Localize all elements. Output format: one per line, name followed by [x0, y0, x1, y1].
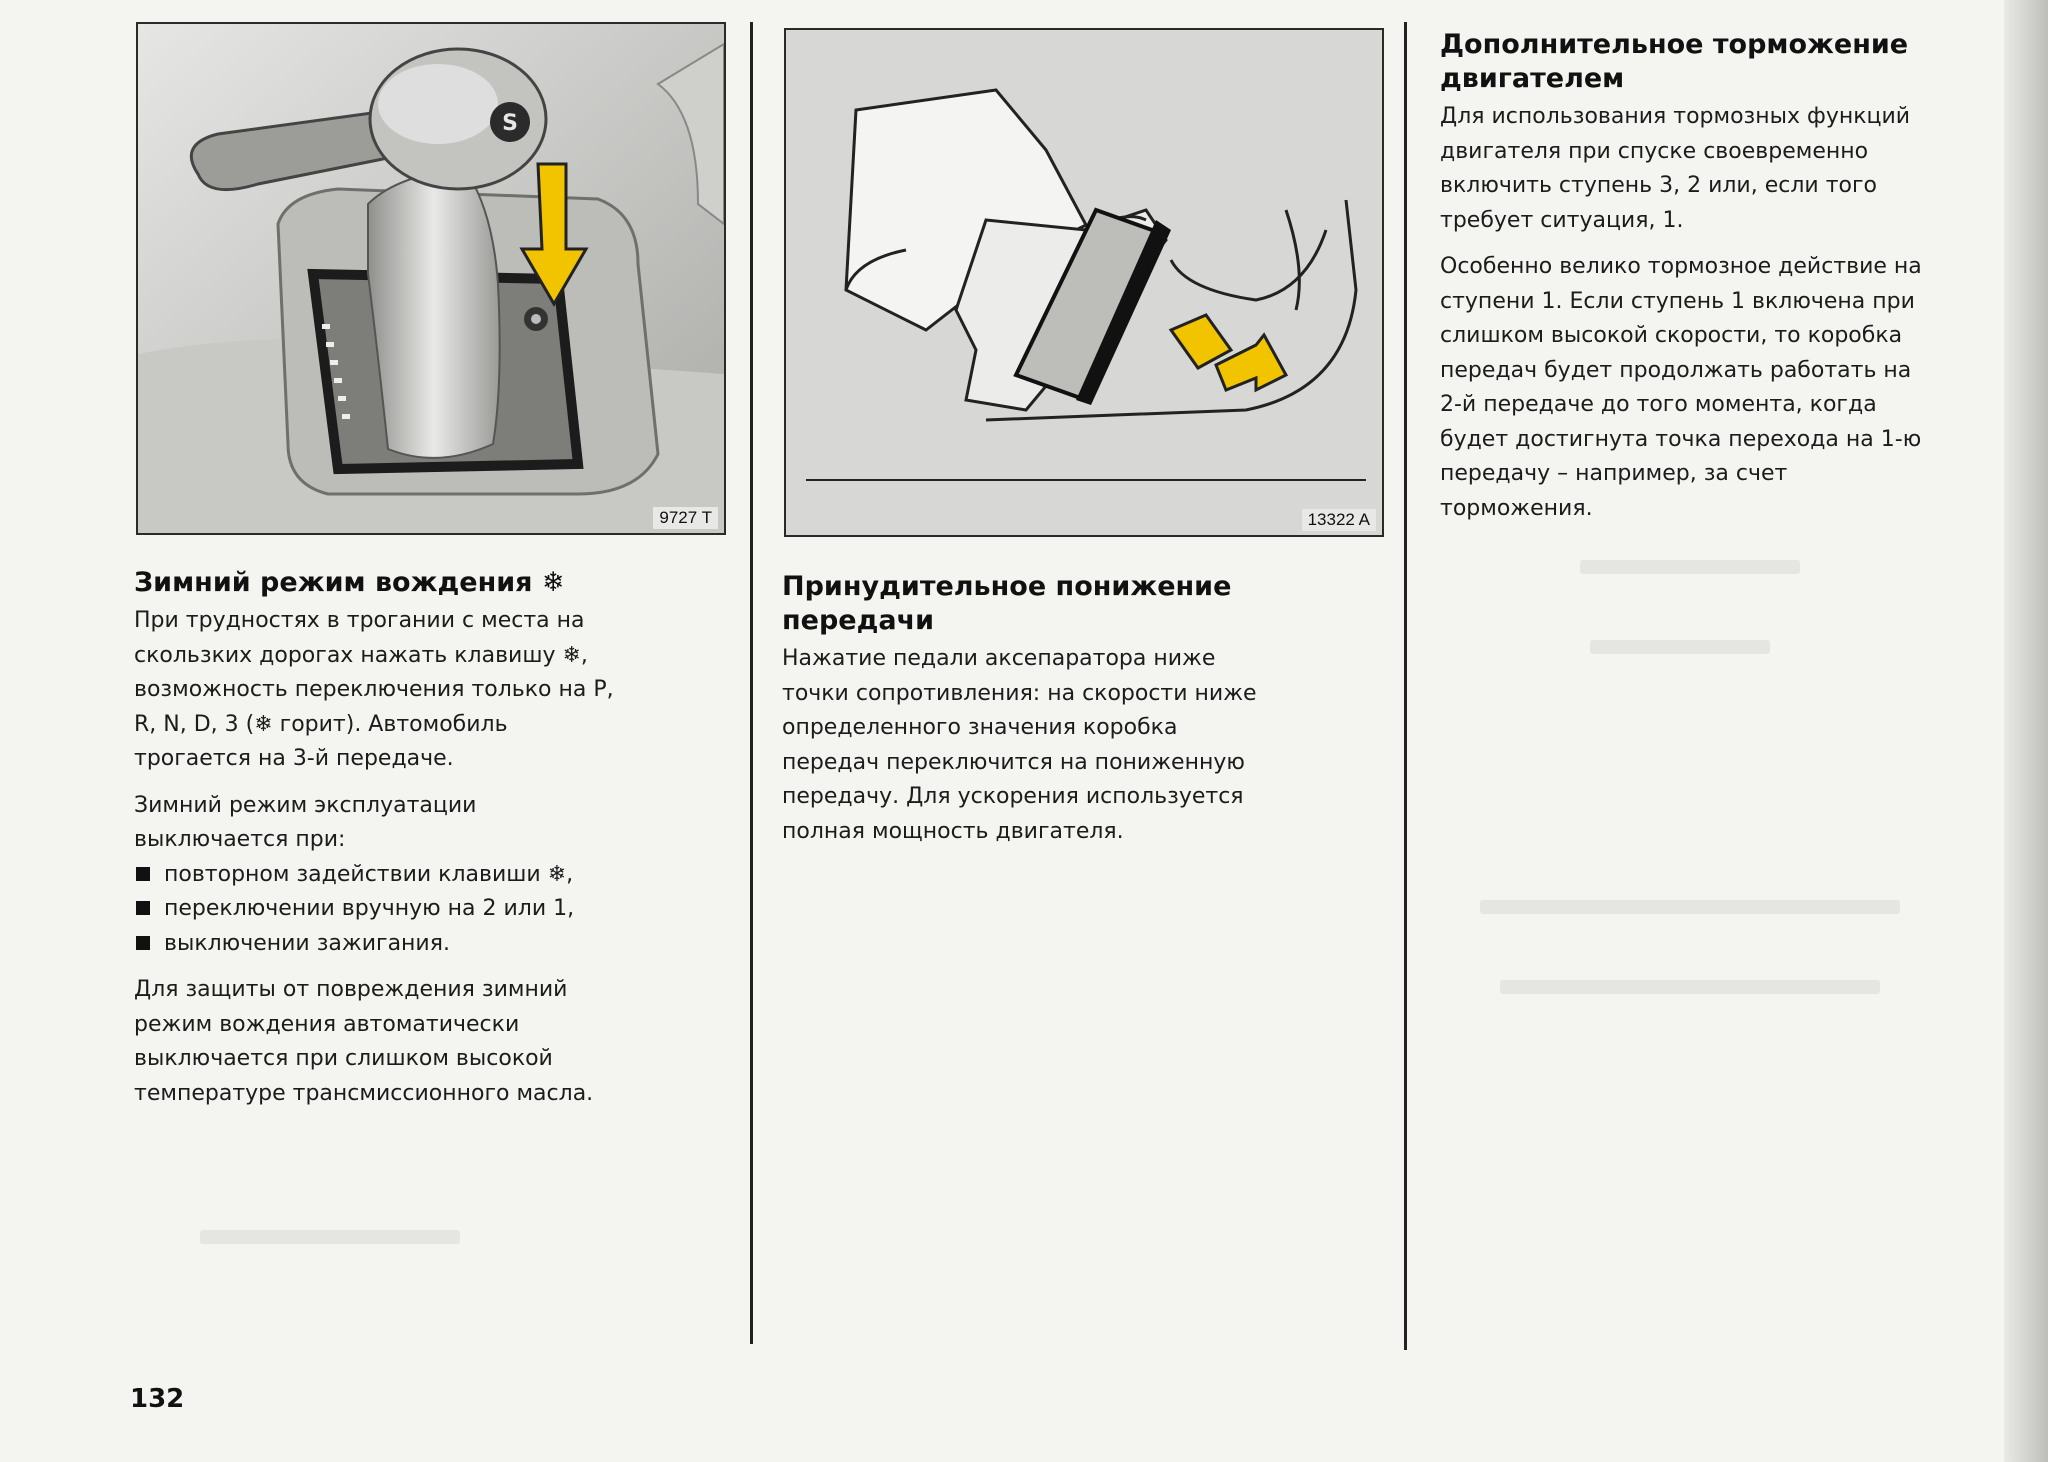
paragraph-line: При трудностях в трогании с места на: [134, 608, 585, 633]
paragraph-line: включить ступень 3, 2 или, если того: [1440, 173, 1877, 198]
show-through-mark: [1590, 640, 1770, 654]
show-through-mark: [1500, 980, 1880, 994]
paragraph-line: 2-й передаче до того момента, когда: [1440, 392, 1877, 417]
show-through-mark: [1580, 560, 1800, 574]
figure-gear-selector: [136, 22, 726, 535]
paragraph-line: требует ситуация, 1.: [1440, 207, 1684, 233]
paragraph-line: ступени 1. Если ступень 1 включена при: [1440, 288, 1915, 314]
paragraph-line: режим вождения автоматически: [134, 1011, 520, 1037]
paragraph-line: передач переключится на пониженную: [782, 749, 1245, 775]
paragraph-line: скользких дорогах нажать клавишу ❄,: [134, 642, 588, 668]
paragraph-line: температуре трансмиссионного масла.: [134, 1080, 594, 1106]
paragraph-line: определенного значения коробка: [782, 715, 1178, 740]
list-item: выключении зажигания.: [134, 927, 734, 962]
paragraph-line: будет достигнута точка перехода на 1-ю: [1440, 426, 1922, 452]
section-heading: передачи: [782, 605, 935, 636]
paragraph-line: R, N, D, 3 (❄ горит). Автомобиль: [134, 711, 508, 737]
paragraph-line: Для защиты от повреждения зимний: [134, 977, 568, 1002]
figure-code: 9727 T: [653, 507, 718, 529]
list-item: переключении вручную на 2 или 1,: [134, 892, 734, 927]
paragraph-line: двигателя при спуске своевременно: [1440, 138, 1869, 164]
svg-text:S: S: [502, 111, 518, 136]
paragraph-line: Особенно велико тормозное действие на: [1440, 254, 1922, 279]
figure-code: 13322 A: [1302, 509, 1376, 531]
paragraph-line: выключается при:: [134, 827, 346, 852]
column-engine-braking: [1440, 28, 2020, 526]
show-through-mark: [1480, 900, 1900, 914]
accelerator-pedal-illustration-icon: [786, 30, 1382, 535]
page-number: 132: [130, 1384, 185, 1414]
section-heading: Дополнительное торможение: [1440, 29, 1909, 60]
column-kickdown: [782, 570, 1382, 849]
paragraph-line: точки сопротивления: на скорости ниже: [782, 680, 1257, 706]
paragraph-line: Нажатие педали аксепаратора ниже: [782, 646, 1216, 671]
section-heading: двигателем: [1440, 63, 1625, 94]
section-heading: Принудительное понижение: [782, 571, 1232, 602]
show-through-mark: [200, 1230, 460, 1244]
paragraph-line: Зимний режим эксплуатации: [134, 792, 477, 818]
bullet-list: [134, 858, 734, 962]
gear-selector-illustration-icon: [138, 24, 724, 533]
paragraph-line: трогается на 3-й передаче.: [134, 746, 454, 771]
paragraph-line: торможения.: [1440, 495, 1593, 521]
paragraph-line: передачу – например, за счет: [1440, 461, 1788, 486]
column-divider-1: [750, 22, 753, 1344]
column-winter-mode: [134, 566, 734, 1111]
column-divider-2: [1404, 22, 1407, 1350]
paragraph-line: возможность переключения только на P,: [134, 677, 614, 702]
paragraph-line: передачу. Для ускорения используется: [782, 784, 1244, 809]
figure-accelerator-pedal: [784, 28, 1384, 537]
section-heading: Зимний режим вождения ❄: [134, 567, 565, 598]
paragraph-line: Для использования тормозных функций: [1440, 104, 1911, 129]
paragraph-line: выключается при слишком высокой: [134, 1046, 553, 1071]
paragraph-line: передач будет продолжать работать на: [1440, 357, 1912, 383]
paragraph-line: полная мощность двигателя.: [782, 818, 1124, 844]
paragraph-line: слишком высокой скорости, то коробка: [1440, 323, 1903, 348]
list-item: повторном задействии клавиши ❄,: [134, 858, 734, 893]
